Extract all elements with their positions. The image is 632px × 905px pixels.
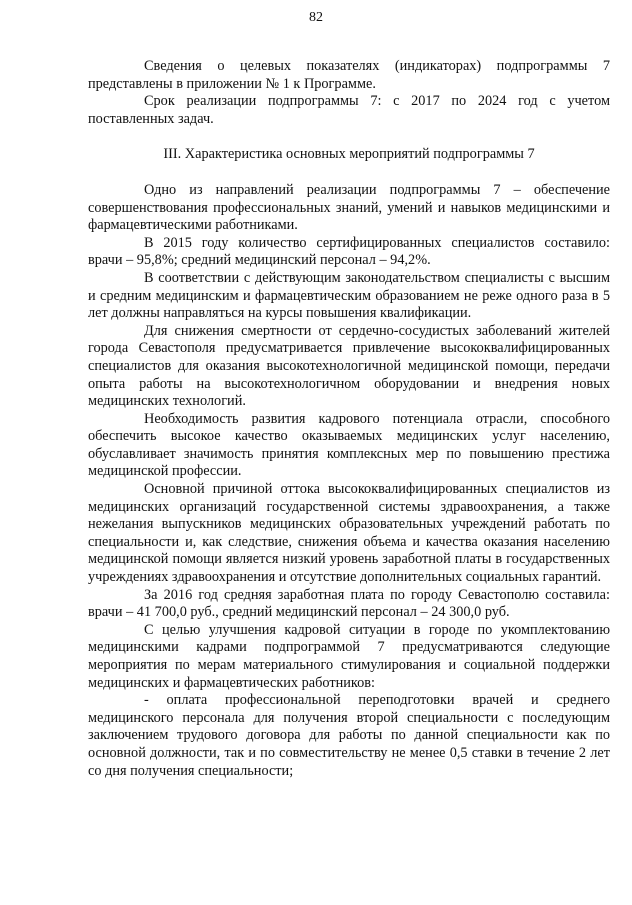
paragraph-legislation: В соответствии с действующим законодательством специалисты с высшим и средним медицинским и фармацевтическим образованием не реже одного раза в 5 лет должны направляться на курсы повышения квалификации. [88, 269, 610, 322]
paragraph-salary: За 2016 год средняя заработная плата по городу Севастополю составила: врачи – 41 700,0 руб., средний медицинский персонал – 24 300,0 руб. [88, 586, 610, 621]
paragraph-term: Срок реализации подпрограммы 7: с 2017 по 2024 год с учетом поставленных задач. [88, 93, 610, 127]
list-item-retraining: - оплата профессиональной переподготовки врачей и среднего медицинского персонала для получения второй специальности с последующим заключением трудового договора для работы по данной специальности как по основной должности, так и по совместительству не менее 0,5 ставки в течение 2 лет со дня получения специальности; [88, 692, 610, 779]
paragraph-direction: Одно из направлений реализации подпрограммы 7 – обеспечение совершенствования профессиональных знаний, умений и навыков медицинскими и фармацевтическими работниками. [88, 181, 610, 234]
paragraph-measures: С целью улучшения кадровой ситуации в городе по укомплектованию медицинскими кадрами подпрограммой 7 предусматриваются следующие мероприятия по мерам материального стимулирования и социальной поддержки медицинских и фармацевтических работников: [88, 621, 610, 691]
section-heading: III. Характеристика основных мероприятий подпрограммы 7 [163, 146, 535, 163]
paragraph-indicators: Сведения о целевых показателях (индикаторах) подпрограммы 7 представлены в приложении № 1 к Программе. [88, 58, 610, 92]
paragraph-certified: В 2015 году количество сертифицированных специалистов составило: врачи – 95,8%; средний медицинский персонал – 94,2%. [88, 234, 610, 269]
paragraph-necessity: Необходимость развития кадрового потенциала отрасли, способного обеспечить высокое качество оказываемых медицинских услуг населению, обуславливает значимость принятия комплексных мер по повышению престижа медицинской профессии. [88, 410, 610, 480]
paragraph-mortality: Для снижения смертности от сердечно-сосудистых заболеваний жителей города Севастополя предусматривается привлечение высококвалифицированных специалистов для оказания высокотехнологичной медицинской помощи, передачи опыта работы на высокотехнологичном оборудовании и внедрения новых медицинских технологий. [88, 322, 610, 410]
page-number: 82 [309, 10, 323, 25]
document-body [88, 58, 610, 780]
paragraph-outflow: Основной причиной оттока высококвалифицированных специалистов из медицинских организаций государственной системы здравоохранения, а также нежелания выпускников медицинских образовательных учреждений работать по специальности и, как следствие, снижения объема и качества оказания населению медицинской помощи является низкий уровень заработной платы в государственных учреждениях здравоохранения и отсутствие дополнительных социальных гарантий. [88, 481, 610, 586]
